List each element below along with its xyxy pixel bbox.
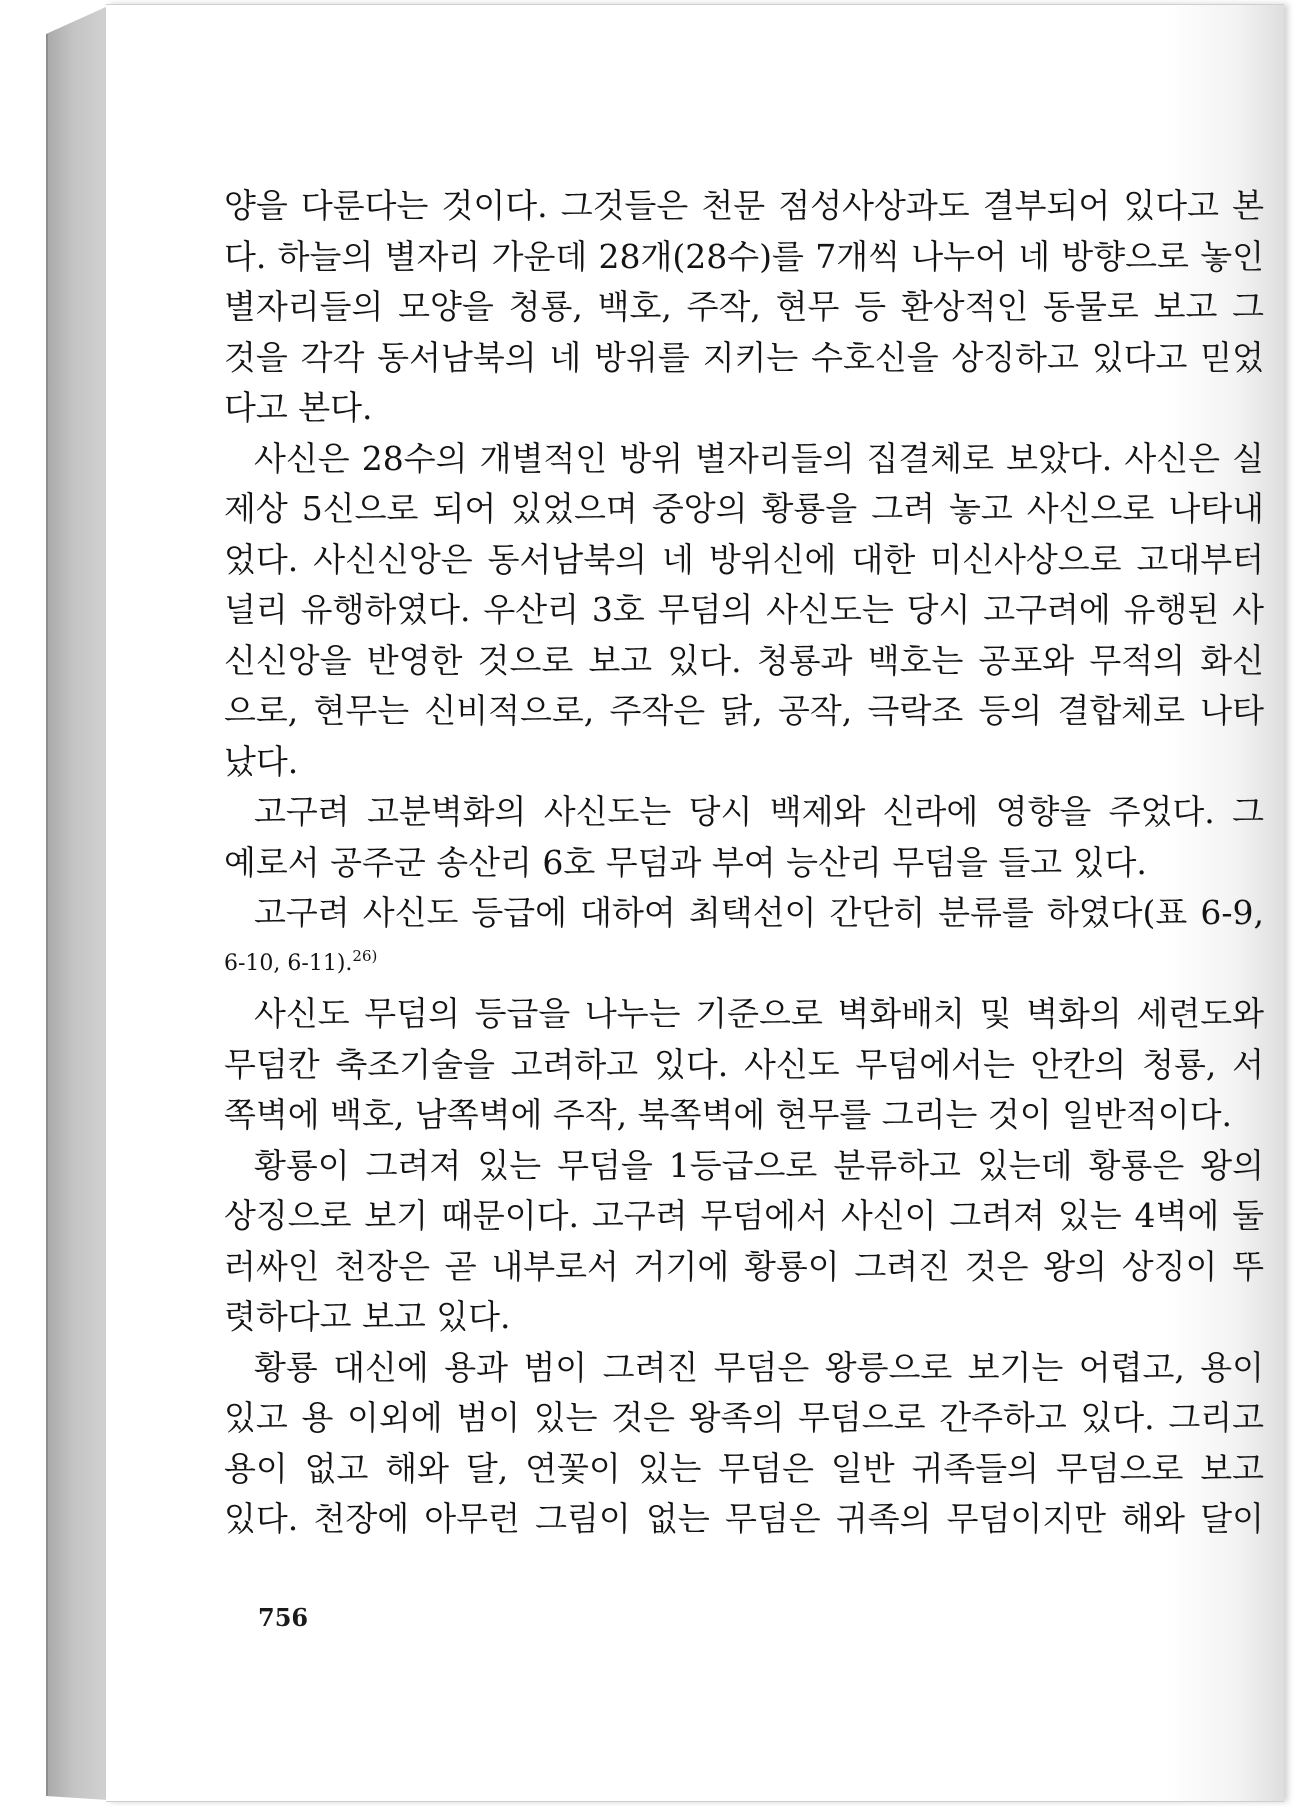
page-number: 756 (258, 1603, 309, 1632)
text-line: 사신은 28수의 개별적인 방위 별자리들의 집결체로 보았다. 사신은 실 (254, 438, 1264, 478)
text-line (224, 939, 1264, 990)
text-line: 쪽벽에 백호, 남쪽벽에 주작, 북쪽벽에 현무를 그리는 것이 일반적이다. (224, 1095, 1232, 1134)
text-line: 러싸인 천장은 곧 내부로서 거기에 황룡이 그려진 것은 왕의 상징이 뚜 (224, 1246, 1264, 1286)
text-line: 고구려 사신도 등급에 대하여 최택선이 간단히 분류를 하였다(표 6-9, (254, 893, 1264, 932)
footnote-marker: 26) (352, 946, 378, 965)
book-spine-edge (46, 34, 48, 1796)
text-line: 황룡이 그려져 있는 무덤을 1등급으로 분류하고 있는데 황룡은 왕의 (254, 1145, 1264, 1185)
text-line: 렷하다고 보고 있다. (224, 1297, 511, 1336)
text-line: 황룡 대신에 용과 범이 그려진 무덤은 왕릉으로 보기는 어렵고, 용이 (254, 1347, 1264, 1387)
text-line: 제상 5신으로 되어 있었으며 중앙의 황룡을 그려 놓고 사신으로 나타내 (224, 489, 1264, 528)
book-page (106, 4, 1284, 1802)
body-text (224, 181, 1264, 1545)
text-line: 예로서 공주군 송산리 6호 무덤과 부여 능산리 무덤을 들고 있다. (224, 842, 1147, 882)
text-line: 었다. 사신신앙은 동서남북의 네 방위신에 대한 미신사상으로 고대부터 (224, 539, 1264, 579)
text-line: 고구려 고분벽화의 사신도는 당시 백제와 신라에 영향을 주었다. 그 (254, 792, 1264, 831)
text-line: 널리 유행하였다. 우산리 3호 무덤의 사신도는 당시 고구려에 유행된 사 (224, 590, 1264, 629)
text-line: 다. 하늘의 별자리 가운데 28개(28수)를 7개씩 나누어 네 방향으로 놓인 (224, 236, 1264, 276)
text-line: 용이 없고 해와 달, 연꽃이 있는 무덤은 일반 귀족들의 무덤으로 보고 (224, 1448, 1264, 1488)
text-line: 있고 용 이외에 범이 있는 것은 왕족의 무덤으로 간주하고 있다. 그리고 (224, 1398, 1264, 1437)
text-line: 으로, 현무는 신비적으로, 주작은 닭, 공작, 극락조 등의 결합체로 나타 (224, 691, 1264, 730)
table-reference: 6-10, 6-11). (224, 950, 353, 976)
text-line: 사신도 무덤의 등급을 나누는 기준으로 벽화배치 및 벽화의 세련도와 (254, 994, 1264, 1033)
text-line: 신신앙을 반영한 것으로 보고 있다. 청룡과 백호는 공포와 무적의 화신 (224, 640, 1264, 680)
book-spine (46, 6, 108, 1800)
text-line: 상징으로 보기 때문이다. 고구려 무덤에서 사신이 그려져 있는 4벽에 둘 (224, 1196, 1264, 1235)
text-line: 양을 다룬다는 것이다. 그것들은 천문 점성사상과도 결부되어 있다고 본 (224, 186, 1264, 225)
text-line: 다고 본다. (224, 388, 373, 427)
text-line: 났다. (224, 741, 299, 781)
text-line: 별자리들의 모양을 청룡, 백호, 주작, 현무 등 환상적인 동물로 보고 그 (224, 287, 1264, 326)
text-line: 무덤칸 축조기술을 고려하고 있다. 사신도 무덤에서는 안칸의 청룡, 서 (224, 1044, 1264, 1084)
text-line: 있다. 천장에 아무런 그림이 없는 무덤은 귀족의 무덤이지만 해와 달이 (224, 1499, 1264, 1538)
text-line: 것을 각각 동서남북의 네 방위를 지키는 수호신을 상징하고 있다고 믿었 (224, 337, 1264, 377)
